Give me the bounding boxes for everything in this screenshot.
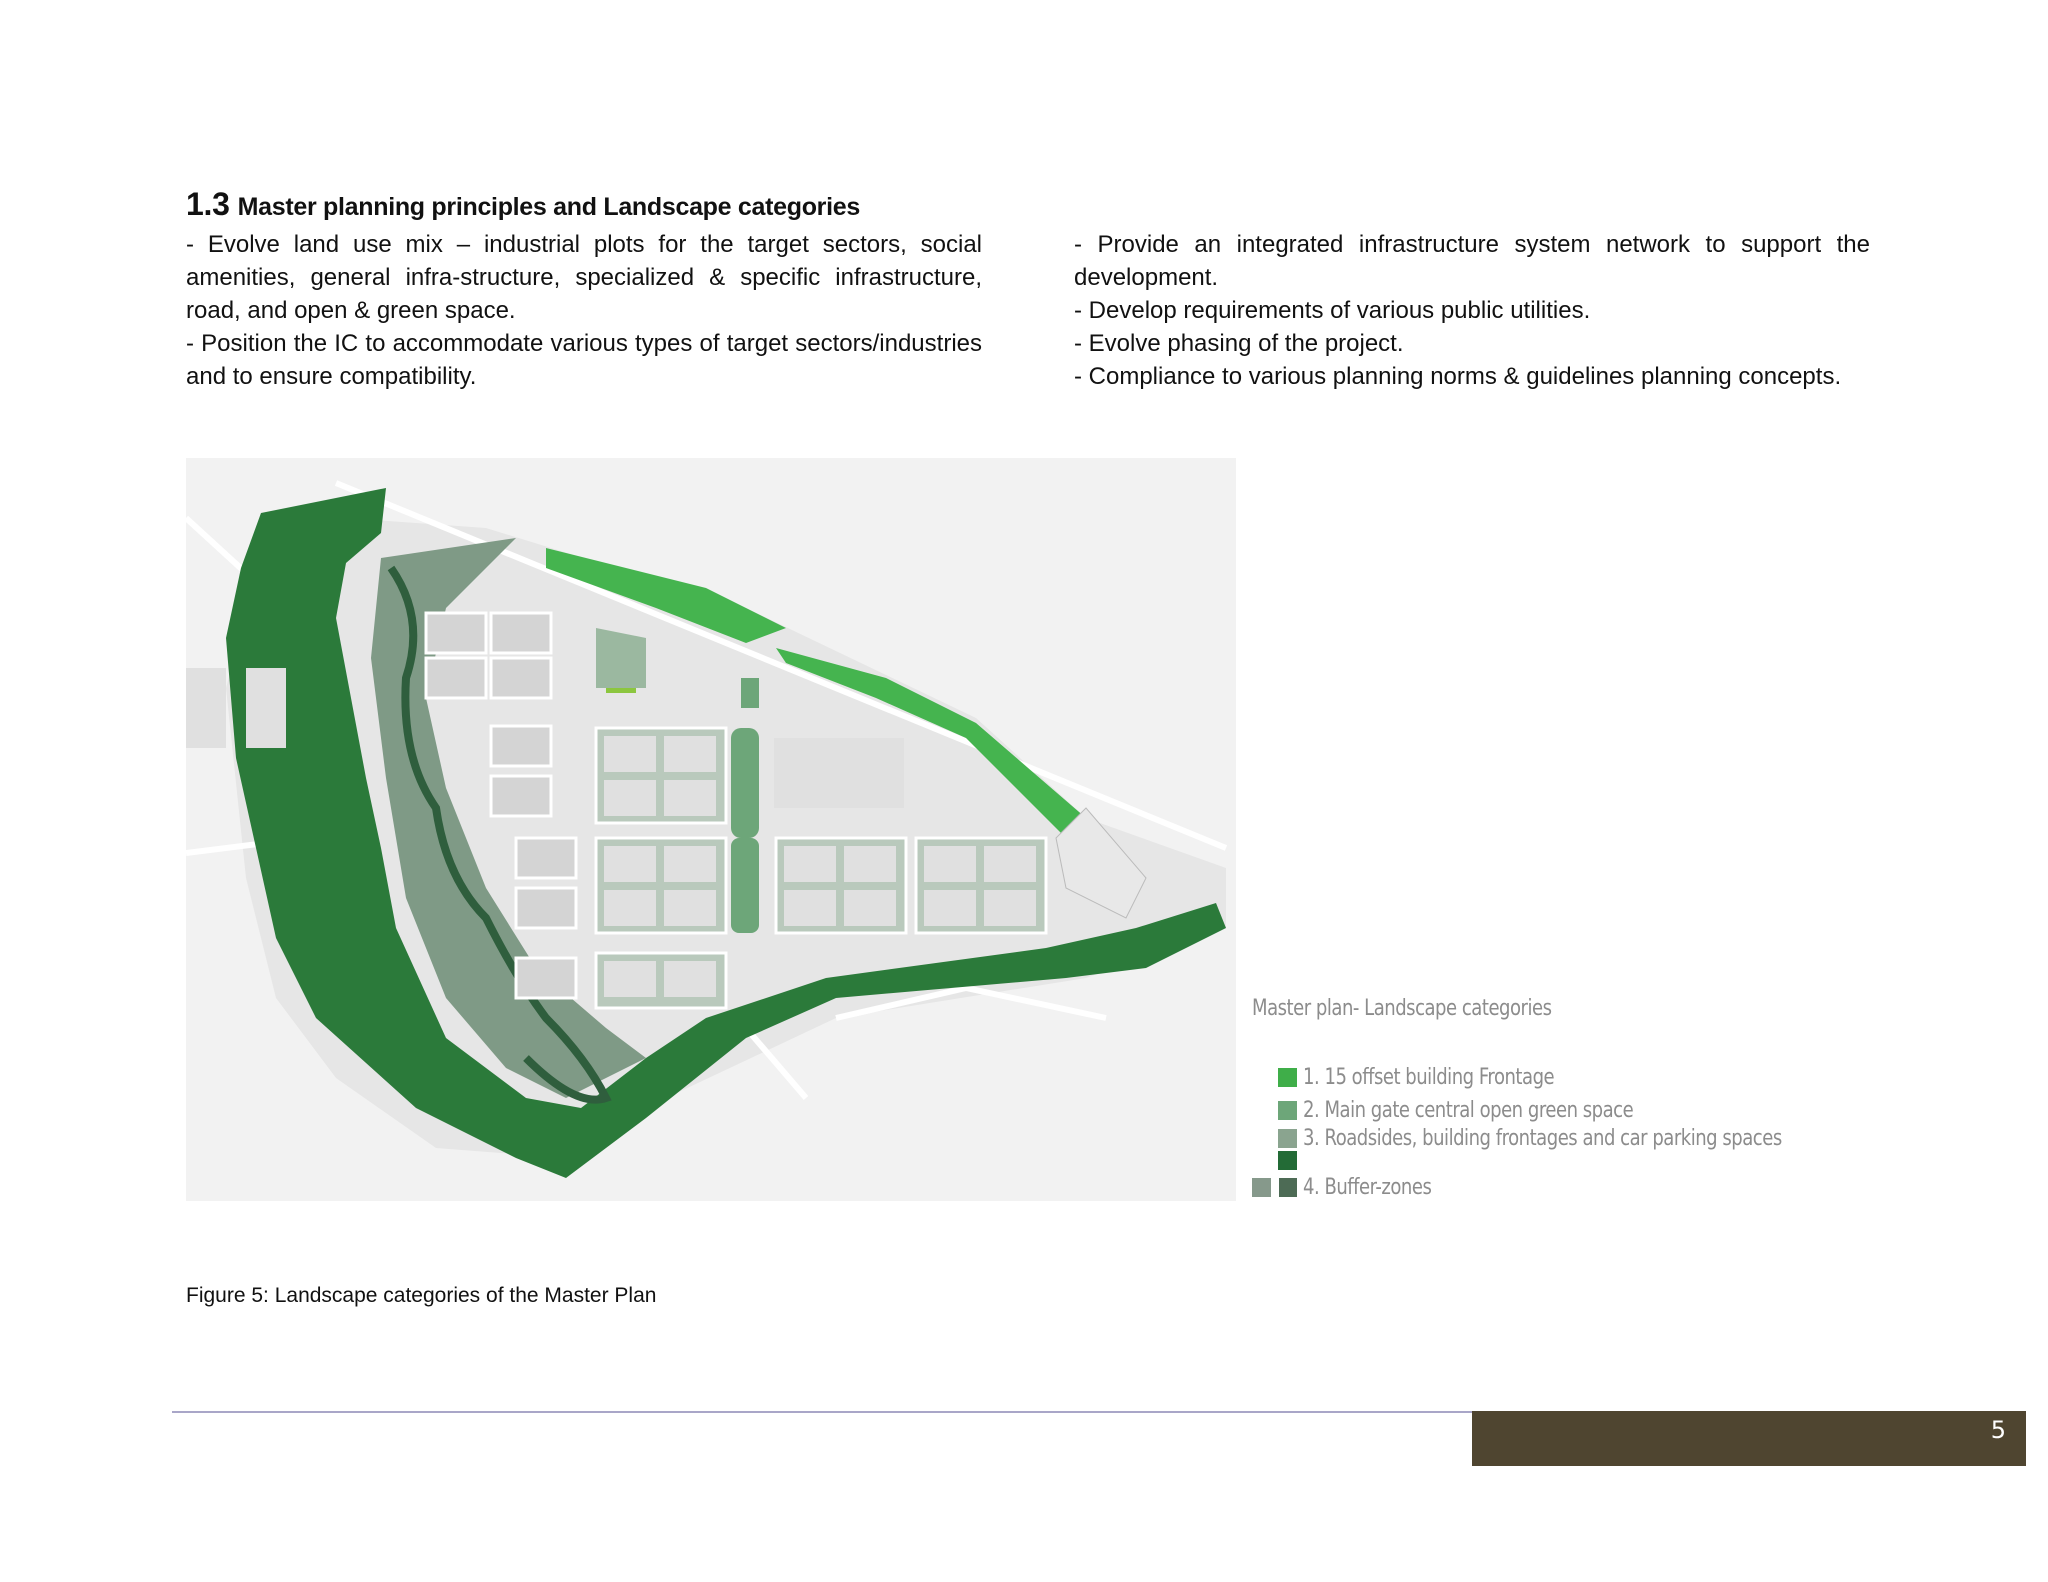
- page-number: 5: [1990, 1416, 2006, 1444]
- legend-swatch: [1278, 1101, 1297, 1120]
- section-heading: [186, 186, 860, 223]
- right-text-column: [1074, 228, 1870, 393]
- legend-swatch: [1278, 1151, 1297, 1170]
- paragraph: - Develop requirements of various public utilities.: [1074, 297, 1591, 324]
- legend-item: [1252, 1061, 1887, 1094]
- legend-item: [1252, 1171, 1887, 1204]
- paragraph: - Evolve land use mix – industrial plots for the target sectors, social amenities, general infra-structure, specialized & specific infrastructure, road, and open & green space.: [186, 231, 982, 324]
- legend-label: 1. 15 offset building Frontage: [1303, 1065, 1555, 1090]
- legend-item: [1252, 1149, 1887, 1171]
- paragraph: - Evolve phasing of the project.: [1074, 330, 1404, 357]
- legend-item: [1252, 1094, 1887, 1127]
- legend-swatch: [1252, 1178, 1271, 1197]
- paragraph: - Compliance to various planning norms & guidelines planning concepts.: [1074, 363, 1842, 390]
- map-legend: [1252, 996, 1887, 1204]
- section-number: 1.3: [186, 186, 230, 222]
- paragraph: - Provide an integrated infrastructure system network to support the development.: [1074, 231, 1870, 291]
- legend-label: 4. Buffer-zones: [1303, 1175, 1432, 1200]
- paragraph: - Position the IC to accommodate various types of target sectors/industries and to ensure compatibility.: [186, 330, 982, 390]
- master-plan-map: [186, 458, 1236, 1201]
- footer-bar: [1472, 1411, 2026, 1466]
- section-title: Master planning principles and Landscape categories: [237, 193, 860, 221]
- legend-swatch: [1279, 1178, 1298, 1197]
- legend-item: [1252, 1127, 1887, 1149]
- legend-swatch: [1278, 1068, 1297, 1087]
- legend-label: 2. Main gate central open green space: [1303, 1098, 1634, 1123]
- footer-divider: [172, 1411, 1472, 1413]
- master-plan-drawing: [186, 458, 1236, 1201]
- legend-title: Master plan- Landscape categories: [1252, 996, 1552, 1021]
- left-text-column: [186, 228, 982, 393]
- legend-label: 3. Roadsides, building frontages and car parking spaces: [1303, 1125, 1782, 1151]
- legend-swatch: [1278, 1129, 1297, 1148]
- figure-caption: Figure 5: Landscape categories of the Master Plan: [186, 1284, 657, 1307]
